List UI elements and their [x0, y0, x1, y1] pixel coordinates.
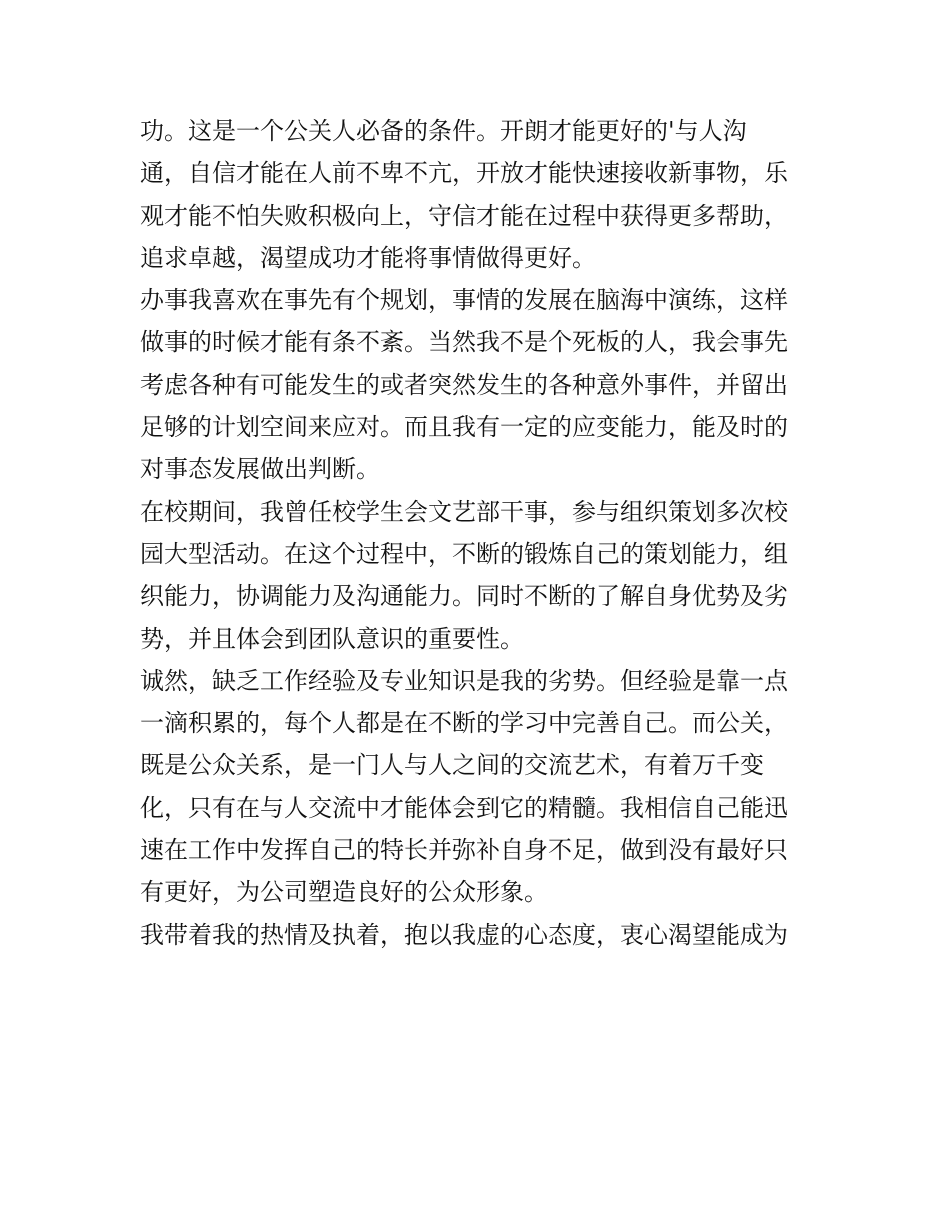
- body-text: [140, 110, 830, 956]
- text-line: 诚然，缺乏工作经验及专业知识是我的劣势。但经验是靠一点: [140, 666, 788, 695]
- text-line: 势，并且体会到团队意识的重要性。: [140, 624, 524, 653]
- text-line: 追求卓越，渴望成功才能将事情做得更好。: [140, 243, 596, 272]
- text-line: 观才能不怕失败积极向上，守信才能在过程中获得更多帮助，: [140, 201, 788, 230]
- text-line: 办事我喜欢在事先有个规划，事情的发展在脑海中演练，这样: [140, 286, 788, 315]
- text-line: 对事态发展做出判断。: [140, 455, 380, 484]
- text-line: 功。这是一个公关人必备的条件。开朗才能更好的'与人沟: [140, 117, 747, 145]
- text-line: 在校期间，我曾任校学生会文艺部干事，参与组织策划多次校: [140, 497, 788, 526]
- text-line: 速在工作中发挥自己的特长并弥补自身不足，做到没有最好只: [140, 836, 788, 865]
- text-line: 织能力，协调能力及沟通能力。同时不断的了解自身优势及劣: [140, 582, 788, 611]
- text-line: 足够的计划空间来应对。而且我有一定的应变能力，能及时的: [140, 413, 788, 442]
- text-line: 化，只有在与人交流中才能体会到它的精髓。我相信自己能迅: [140, 793, 788, 822]
- text-line: 既是公众关系，是一门人与人之间的交流艺术，有着万千变: [140, 751, 764, 780]
- text-line: 做事的时候才能有条不紊。当然我不是个死板的人，我会事先: [140, 328, 788, 357]
- text-line: 通，自信才能在人前不卑不亢，开放才能快速接收新事物，乐: [140, 159, 788, 188]
- text-line: 一滴积累的，每个人都是在不断的学习中完善自己。而公关，: [140, 709, 788, 738]
- text-line: 有更好，为公司塑造良好的公众形象。: [140, 878, 548, 907]
- text-line: 考虑各种有可能发生的或者突然发生的各种意外事件，并留出: [140, 370, 788, 399]
- text-line: 我带着我的热情及执着，抱以我虚的心态度，衷心渴望能成为: [140, 920, 788, 949]
- text-line: 园大型活动。在这个过程中，不断的锻炼自己的策划能力，组: [140, 539, 788, 568]
